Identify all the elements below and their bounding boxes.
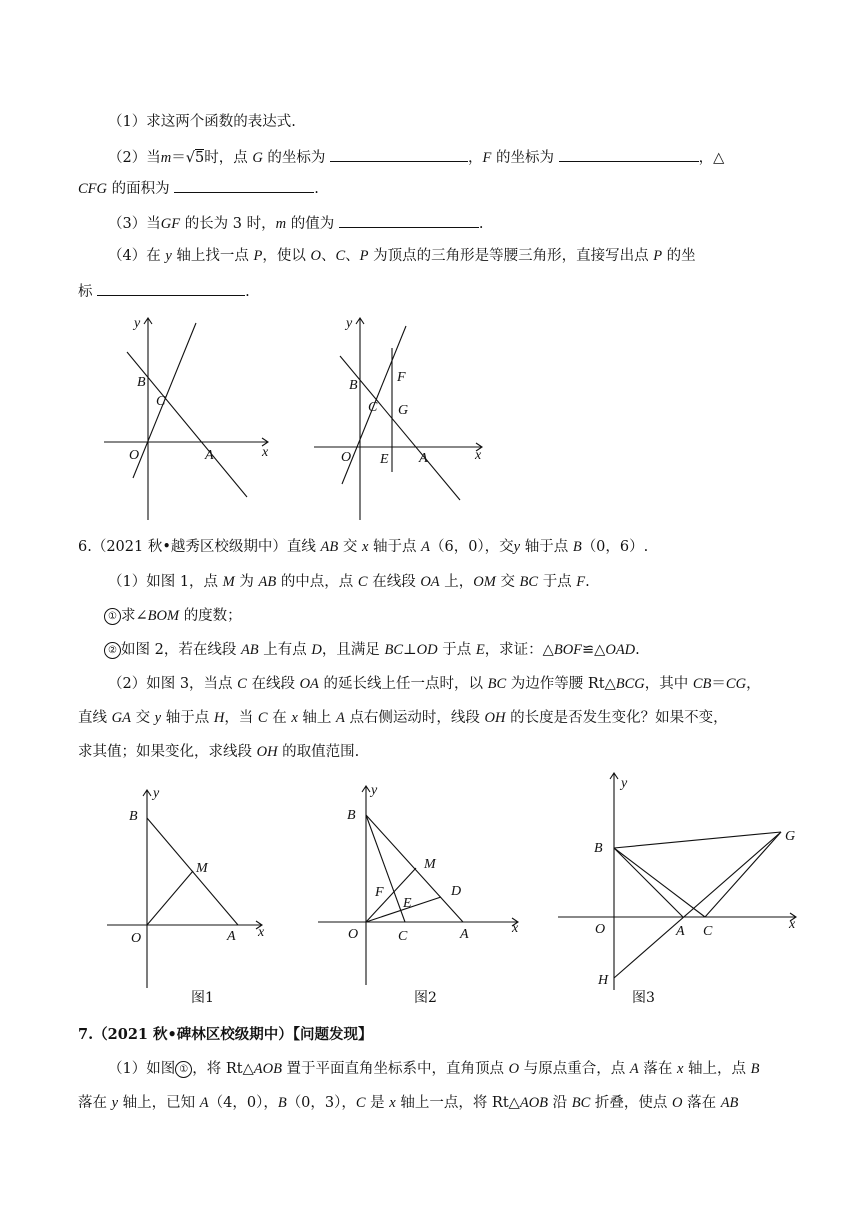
label-b: B bbox=[137, 375, 146, 390]
segment-ba bbox=[614, 848, 683, 917]
caption-fig3: 图3 bbox=[632, 990, 655, 1006]
label-b: B bbox=[347, 808, 356, 823]
caption-fig1: 图1 bbox=[191, 990, 214, 1006]
segment-bg bbox=[614, 832, 781, 848]
q6-figure-1 bbox=[107, 786, 265, 988]
label-a: A bbox=[460, 927, 469, 942]
label-o: O bbox=[129, 448, 140, 463]
label-y: y bbox=[153, 786, 160, 801]
q5-part2-cont: CFG 的面积为 . bbox=[78, 178, 319, 199]
label-x: x bbox=[475, 448, 482, 463]
label-c: C bbox=[703, 924, 713, 939]
caption-fig2: 图2 bbox=[414, 990, 437, 1006]
label-c: C bbox=[368, 400, 378, 415]
label-x: x bbox=[258, 925, 265, 940]
q7-part1: （1）如图 ① ，将 Rt△AOB 置于平面直角坐标系中，直角顶点 O 与原点重合，点 A 落在 x 轴上，点 B bbox=[108, 1061, 760, 1077]
label-o: O bbox=[348, 927, 359, 942]
label-m: M bbox=[196, 861, 208, 876]
q5-part4: （4）在 y 轴上找一点 P，使以 O、C、P 为顶点的三角形是等腰三角形，直接写出点 P 的坐 bbox=[108, 248, 696, 264]
label-f: F bbox=[375, 885, 384, 900]
q6-part1-item2: ② 如图 2，若在线段 AB 上有点 D，且满足 BC⊥OD 于点 E，求证：△BOF≌△OAD. bbox=[104, 640, 640, 660]
label-o: O bbox=[131, 931, 142, 946]
label-a: A bbox=[205, 448, 214, 463]
q6-part2-line2: 直线 GA 交 y 轴于点 H，当 C 在 x 轴上 A 点右侧运动时，线段 OH 的长度是否发生变化？如果不变， bbox=[78, 710, 728, 726]
label-o: O bbox=[595, 922, 606, 937]
q5-figure-left bbox=[104, 316, 269, 520]
label-b: B bbox=[349, 378, 358, 393]
label-y: y bbox=[346, 316, 353, 331]
label-g: G bbox=[398, 403, 409, 418]
segment-bc bbox=[614, 848, 705, 917]
label-e: E bbox=[403, 896, 412, 911]
q7-heading: 7.（2021 秋•碑林区校级期中）【问题发现】 bbox=[78, 1026, 373, 1043]
q5-part2: （2）当m＝√5时，点 G 的坐标为 ，F 的坐标为 ，△ bbox=[108, 147, 724, 168]
label-m: M bbox=[424, 857, 436, 872]
label-b: B bbox=[594, 841, 603, 856]
q6-part2: （2）如图 3，当点 C 在线段 OA 的延长线上任一点时，以 BC 为边作等腰 Rt△BCG，其中 CB＝CG， bbox=[108, 676, 761, 692]
q5-figure-right bbox=[314, 316, 482, 520]
q6-part2-line3: 求其值；如果变化，求线段 OH 的取值范围. bbox=[78, 744, 360, 760]
label-h: H bbox=[598, 973, 609, 988]
label-y: y bbox=[134, 316, 141, 331]
label-o: O bbox=[341, 450, 352, 465]
q7-part1-line2: 落在 y 轴上，已知 A（4，0），B（0，3），C 是 x 轴上一点，将 Rt△AOB 沿 BC 折叠，使点 O 落在 AB bbox=[78, 1095, 739, 1111]
q5-part1: （1）求这两个函数的表达式. bbox=[108, 114, 296, 130]
line-ga bbox=[614, 832, 781, 978]
q6-figure-2 bbox=[318, 783, 519, 985]
label-y: y bbox=[371, 783, 378, 798]
label-b: B bbox=[129, 809, 138, 824]
q6-heading: 6.（2021 秋•越秀区校级期中）直线 AB 交 x 轴于点 A（6，0），交y 轴于点 B（0，6）. bbox=[78, 539, 649, 555]
q6-figure-3 bbox=[558, 773, 796, 990]
q6-part1-item1: ① 求∠BOM 的度数； bbox=[104, 606, 242, 626]
label-g: G bbox=[785, 829, 796, 844]
q6-part1: （1）如图 1，点 M 为 AB 的中点，点 C 在线段 OA 上，OM 交 BC 于点 F. bbox=[108, 574, 590, 590]
label-e: E bbox=[380, 452, 389, 467]
segment-bc bbox=[366, 815, 405, 922]
label-y: y bbox=[621, 776, 628, 791]
label-x: x bbox=[262, 445, 269, 460]
label-c: C bbox=[156, 394, 166, 409]
segment-cg bbox=[705, 832, 781, 917]
label-d: D bbox=[451, 884, 462, 899]
line-ab bbox=[127, 352, 247, 497]
label-a: A bbox=[227, 929, 236, 944]
label-x: x bbox=[512, 921, 519, 936]
label-a: A bbox=[419, 451, 428, 466]
label-a: A bbox=[676, 924, 685, 939]
q5-part4-cont: 标 . bbox=[78, 281, 250, 302]
q5-part3: （3）当GF 的长为 3 时，m 的值为 . bbox=[108, 213, 483, 234]
label-x: x bbox=[789, 917, 796, 932]
label-f: F bbox=[397, 370, 406, 385]
segment-om bbox=[147, 871, 193, 925]
label-c: C bbox=[398, 929, 408, 944]
